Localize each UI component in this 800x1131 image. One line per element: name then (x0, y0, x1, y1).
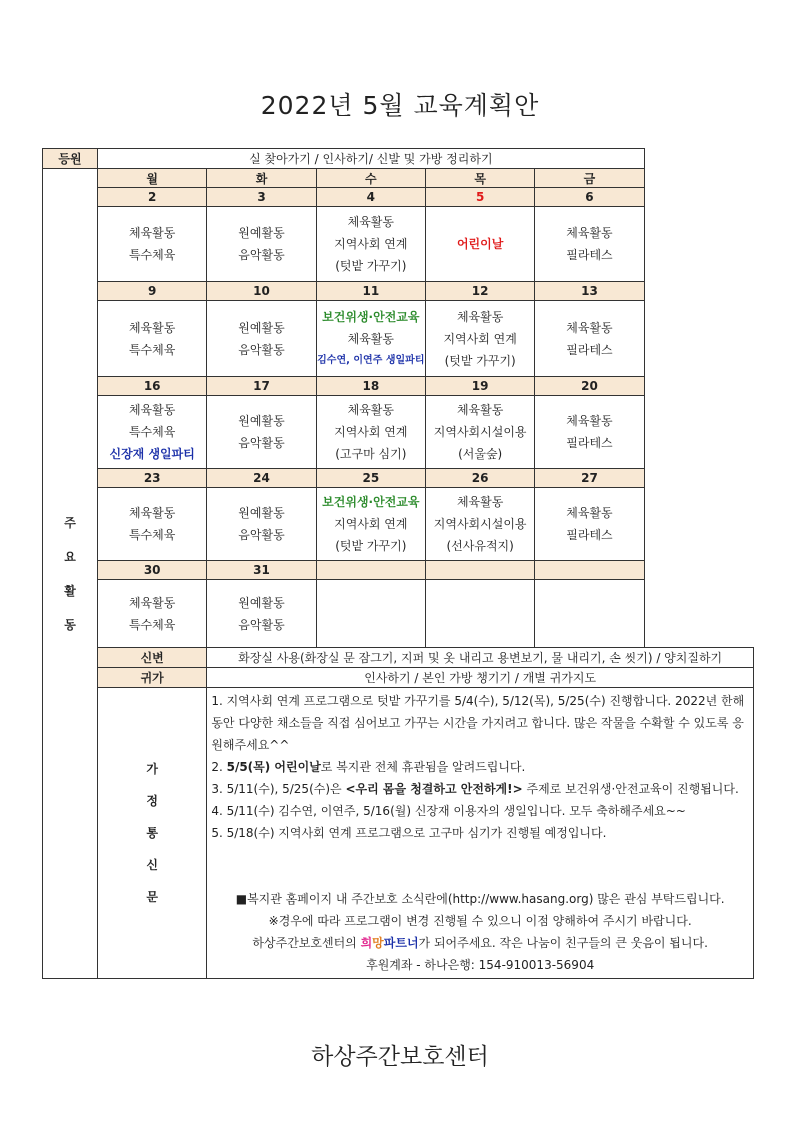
activity-cell (535, 301, 644, 377)
notice-2-pre: 2. (211, 760, 227, 774)
center-name: 하상주간보호센터 (311, 1044, 489, 1070)
activity-line: 특수체육 (128, 342, 176, 357)
date-cell: 30 (98, 561, 207, 580)
activity-line: 특수체육 (128, 528, 176, 542)
date-cell: 10 (207, 282, 316, 301)
activity-row (43, 301, 754, 377)
notice-2-post: 로 복지관 전체 휴관됨을 알려드립니다. (320, 760, 526, 774)
activity-line: 필라테스 (566, 248, 613, 262)
activity-line: 체육활동 (128, 595, 176, 610)
partner-pre: 하상주간보호센터의 (252, 936, 361, 950)
activity-line: 음악활동 (238, 617, 285, 632)
activity-line: 체육활동 (456, 403, 504, 417)
activity-line: 필라테스 (566, 528, 613, 542)
activity-line: 체육활동 (456, 309, 504, 324)
activity-line: 체육활동 (128, 226, 176, 240)
partner-notice (211, 932, 749, 954)
weekday-fri: 금 (535, 169, 644, 188)
date-cell: 16 (98, 377, 207, 396)
date-row (43, 469, 754, 488)
activity-row (43, 488, 754, 561)
activity-line: 체육활동 (456, 495, 504, 509)
activity-line: 체육활동 (566, 226, 613, 240)
activity-line: 필라테스 (566, 342, 613, 357)
activity-line: 지역사회시설이용 (433, 517, 527, 531)
activity-cell (98, 488, 207, 561)
notice-2-bold: 5/5(목) 어린이날 (226, 760, 321, 774)
activity-line: 체육활동 (128, 506, 176, 520)
activity-line: 음악활동 (238, 342, 285, 357)
activity-row (43, 580, 754, 648)
notice-4: 4. 5/11(수) 김수연, 이연주, 5/16(월) 신장재 이용자의 생일입니다. 모두 축하해주세요~~ (211, 804, 686, 818)
activity-line: (서울숲) (458, 447, 503, 461)
notice-2 (211, 756, 749, 778)
date-cell: 24 (207, 469, 316, 488)
date-cell-empty (535, 561, 644, 580)
activity-line: 지역사회 연계 (334, 517, 408, 531)
activity-cell (207, 396, 316, 469)
activity-row (43, 396, 754, 469)
activity-cell-empty (535, 580, 644, 648)
activity-cell (98, 301, 207, 377)
date-row (43, 282, 754, 301)
activity-cell (207, 488, 316, 561)
activity-line: 지역사회 연계 (334, 425, 408, 439)
date-cell: 6 (535, 188, 644, 207)
birthday-party-label: 김수연, 이연주 생일파티 (317, 354, 425, 366)
date-row (43, 188, 754, 207)
date-cell: 26 (425, 469, 534, 488)
activity-line: 특수체육 (128, 248, 176, 262)
notice-1b: 동안 다양한 채소들을 직접 심어보고 가꾸는 시간을 가지려고 합니다. 많은 작물을 수확할 수 있도록 응 (211, 716, 744, 730)
notice-label-char: 신 (146, 858, 158, 872)
activity-line: 음악활동 (238, 528, 285, 542)
date-cell-holiday: 5 (425, 188, 534, 207)
activity-line: (고구마 심기) (335, 447, 407, 461)
arrival-row (43, 149, 754, 169)
activity-cell (316, 207, 425, 282)
activity-line: 체육활동 (566, 320, 613, 335)
partner-hee: 희 (360, 936, 373, 950)
safety-education-label: 보건위생·안전교육 (322, 309, 420, 324)
notice-label-char: 통 (146, 826, 158, 840)
date-cell: 18 (316, 377, 425, 396)
website-notice: ■복지관 홈페이지 내 주간보호 소식란에(http://www.hasang.org) 많은 관심 부탁드립니다. (235, 892, 725, 906)
date-cell: 17 (207, 377, 316, 396)
activity-line: 원예활동 (238, 595, 285, 610)
date-cell: 20 (535, 377, 644, 396)
weekday-thu: 목 (425, 169, 534, 188)
arrival-text: 실 찾아가기 / 인사하기/ 신발 및 가방 정리하기 (98, 149, 645, 169)
activity-cell (535, 396, 644, 469)
notice-label-char: 정 (146, 794, 158, 808)
date-cell: 3 (207, 188, 316, 207)
date-cell: 31 (207, 561, 316, 580)
weekday-tue: 화 (207, 169, 316, 188)
activity-line: 원예활동 (238, 414, 285, 428)
weekday-wed: 수 (316, 169, 425, 188)
activity-row (43, 207, 754, 282)
activity-cell (425, 301, 534, 377)
weekday-row (43, 169, 754, 188)
activity-line: 음악활동 (238, 436, 285, 450)
activity-cell (425, 207, 534, 282)
activity-cell (98, 396, 207, 469)
safety-education-label: 보건위생·안전교육 (322, 495, 420, 509)
activity-cell-empty (425, 580, 534, 648)
date-cell: 23 (98, 469, 207, 488)
activity-line: 지역사회시설이용 (433, 425, 527, 439)
activity-cell (425, 488, 534, 561)
activity-line: (텃밭 가꾸기) (444, 353, 516, 368)
activity-line: 원예활동 (238, 320, 285, 335)
date-cell: 19 (425, 377, 534, 396)
activity-line: 체육활동 (347, 331, 394, 346)
activity-line: 체육활동 (128, 320, 176, 335)
activity-line: (텃밭 가꾸기) (335, 259, 407, 273)
main-label-char: 활 (64, 583, 76, 598)
notice-1a: 1. 지역사회 연계 프로그램으로 텃밭 가꾸기를 5/4(수), 5/12(목), 5/25(수) 진행합니다. 2022년 한해 (211, 694, 745, 708)
partner-partner: 파트너 (383, 936, 419, 950)
date-cell: 13 (535, 282, 644, 301)
donation-account: 후원계좌 - 하나은행: 154-910013-56904 (366, 958, 595, 972)
toilet-text: 화장실 사용(화장실 문 잠그기, 지퍼 및 옷 내리고 용변보기, 물 내리기, 손 씻기) / 양치질하기 (207, 648, 754, 668)
activity-cell (535, 488, 644, 561)
notice-5: 5. 5/18(수) 지역사회 연계 프로그램으로 고구마 심기가 진행될 예정입니다. (211, 826, 607, 840)
activity-line: 지역사회 연계 (443, 331, 517, 346)
notice-3 (211, 778, 749, 800)
main-label-char: 요 (64, 549, 76, 564)
date-cell: 9 (98, 282, 207, 301)
notice-3-pre: 3. 5/11(수), 5/25(수)은 (211, 782, 346, 796)
activity-cell (425, 396, 534, 469)
going-home-row (43, 668, 754, 688)
date-cell: 27 (535, 469, 644, 488)
date-cell-empty (316, 561, 425, 580)
date-row (43, 377, 754, 396)
date-cell: 12 (425, 282, 534, 301)
date-cell: 2 (98, 188, 207, 207)
main-label-char: 주 (64, 515, 76, 530)
notice-label-char: 가 (146, 762, 158, 776)
activity-cell (316, 488, 425, 561)
date-cell: 25 (316, 469, 425, 488)
arrival-label: 등원 (43, 149, 98, 169)
activity-line: 특수체육 (128, 425, 176, 439)
toilet-label: 신변 (98, 648, 207, 668)
going-home-text: 인사하기 / 본인 가방 챙기기 / 개별 귀가지도 (207, 668, 754, 688)
weekday-mon: 월 (98, 169, 207, 188)
notice-3-bold: <우리 몸을 청결하고 안전하게!> (345, 782, 523, 796)
birthday-party-label: 신장재 생일파티 (109, 447, 195, 461)
activity-cell (316, 301, 425, 377)
partner-mang: 망 (372, 936, 384, 950)
going-home-label: 귀가 (98, 668, 207, 688)
notice-label-char: 문 (146, 890, 158, 904)
activity-line: 체육활동 (347, 403, 394, 417)
date-cell: 11 (316, 282, 425, 301)
activity-line: 체육활동 (128, 403, 176, 417)
activity-line: 원예활동 (238, 506, 285, 520)
activity-cell (98, 207, 207, 282)
activity-cell (98, 580, 207, 648)
activity-line: (선사유적지) (446, 539, 514, 553)
activity-line: 지역사회 연계 (334, 237, 408, 251)
activity-line: 특수체육 (128, 617, 176, 632)
change-notice: ※경우에 따라 프로그램이 변경 진행될 수 있으니 이점 양해하여 주시기 바랍니다. (268, 914, 692, 928)
activity-line: (텃밭 가꾸기) (335, 539, 407, 553)
activity-line: 체육활동 (566, 414, 613, 428)
activity-line: 체육활동 (566, 506, 613, 520)
activity-line: 원예활동 (238, 226, 285, 240)
notice-label (98, 688, 207, 979)
notice-3-post: 주제로 보건위생·안전교육이 진행됩니다. (522, 782, 739, 796)
activity-cell (207, 207, 316, 282)
activity-cell (207, 301, 316, 377)
notice-row (43, 688, 754, 979)
page-title: 2022년 5월 교육계획안 (260, 91, 540, 120)
date-cell-empty (425, 561, 534, 580)
activity-cell (316, 396, 425, 469)
holiday-label: 어린이날 (456, 237, 504, 251)
activity-cell-empty (316, 580, 425, 648)
date-row (43, 561, 754, 580)
toilet-row (43, 648, 754, 668)
notice-1c: 원해주세요^^ (211, 738, 290, 752)
education-plan-table (42, 148, 754, 979)
activity-cell (535, 207, 644, 282)
activity-line: 체육활동 (347, 215, 394, 229)
activity-cell (207, 580, 316, 648)
partner-post: 가 되어주세요. 작은 나눔이 친구들의 큰 웃음이 됩니다. (418, 936, 708, 950)
activity-line: 음악활동 (238, 248, 285, 262)
activity-line: 필라테스 (566, 436, 613, 450)
main-activity-label (43, 169, 98, 979)
date-cell: 4 (316, 188, 425, 207)
main-label-char: 동 (64, 617, 76, 632)
notice-content (207, 688, 754, 979)
